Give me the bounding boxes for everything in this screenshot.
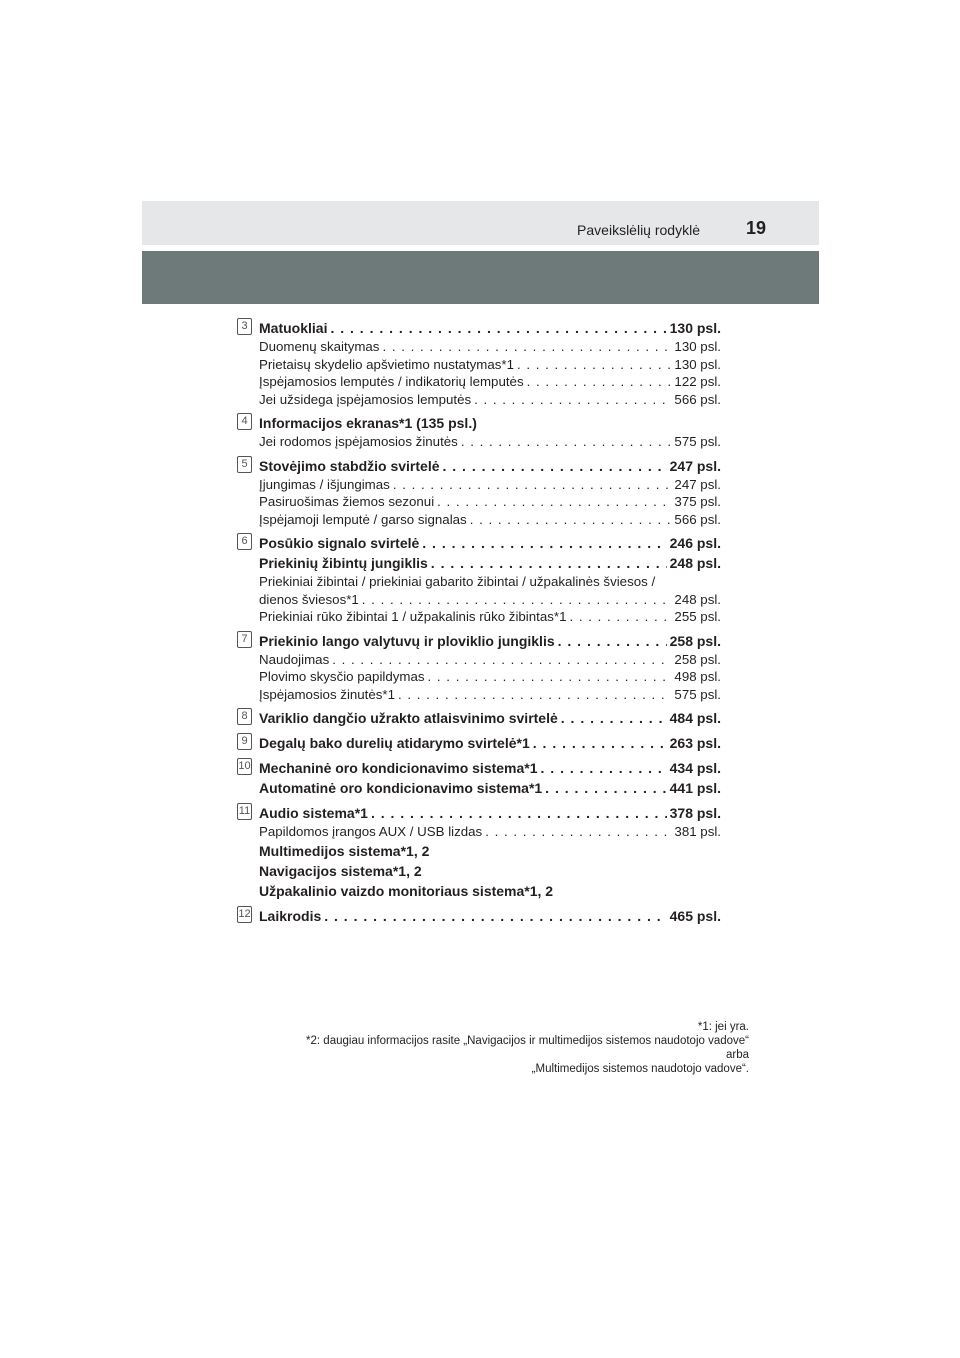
section-number-badge: 3 — [237, 318, 252, 335]
header-band-dark — [142, 251, 819, 304]
section-entries — [259, 456, 721, 529]
page-reference: 258 psl. — [669, 632, 721, 649]
page-reference: 575 psl. — [674, 686, 721, 702]
entry-label: Įspėjamoji lemputė / garso signalas — [259, 511, 467, 527]
section-entries — [259, 803, 721, 901]
index-entry-heading[interactable] — [259, 708, 721, 728]
entry-label: Užpakalinio vaizdo monitoriaus sistema*1, 2 — [259, 882, 554, 899]
index-section — [237, 318, 721, 408]
index-entry-heading[interactable] — [259, 803, 721, 823]
page-reference: 247 psl. — [674, 476, 721, 492]
page-reference: 575 psl. — [674, 434, 721, 449]
section-number-badge: 10 — [237, 758, 252, 775]
index-section — [237, 758, 721, 798]
dot-leader — [533, 733, 667, 753]
footnotes — [189, 1020, 749, 1076]
dot-leader — [398, 686, 671, 704]
page-reference: 484 psl. — [669, 710, 721, 726]
dot-leader — [330, 318, 666, 338]
entry-label: Jei užsidega įspėjamosios lemputės — [259, 391, 472, 407]
header-band-light — [142, 201, 819, 245]
page-reference: 441 psl. — [669, 780, 721, 796]
footnote-2-line-1: *2: daugiau informacijos rasite „Navigacijos ir multimedijos sistemos naudotojo vadove“ — [306, 1035, 749, 1047]
entry-label: Duomenų skaitymas — [259, 339, 380, 354]
index-section — [237, 631, 721, 704]
page-number: 19 — [746, 218, 767, 238]
index-entry[interactable] — [259, 668, 721, 686]
page-reference: 378 psl. — [669, 805, 721, 821]
index-section — [237, 803, 721, 901]
index-entry-heading[interactable] — [259, 778, 721, 798]
dot-leader — [474, 391, 671, 409]
entry-label: Multimedijos sistema*1, 2 — [259, 842, 430, 859]
index-entry[interactable] — [259, 823, 721, 841]
dot-leader — [437, 493, 671, 511]
index-entry[interactable] — [259, 591, 721, 609]
page-reference: 247 psl. — [669, 457, 721, 474]
dot-leader — [569, 608, 671, 626]
entry-label: Degalų bako durelių atidarymo svirtelė*1 — [259, 735, 530, 751]
index-entry-heading[interactable] — [259, 881, 721, 901]
page-reference: 566 psl. — [674, 511, 721, 527]
index-entry-heading[interactable] — [259, 413, 721, 433]
index-entry[interactable] — [259, 391, 721, 409]
entry-label: Jei rodomos įspėjamosios žinutės — [259, 434, 458, 449]
entry-label: Laikrodis — [259, 907, 322, 924]
entry-label: Variklio dangčio užrakto atlaisvinimo svirtelė — [259, 710, 558, 726]
entry-label: dienos šviesos*1 — [259, 591, 359, 607]
entry-label: Pasiruošimas žiemos sezonui — [259, 494, 435, 509]
index-entry[interactable] — [259, 651, 721, 669]
section-entries — [259, 733, 721, 753]
index-entry-heading[interactable] — [259, 533, 721, 553]
page-reference: 375 psl. — [674, 494, 721, 509]
section-number-badge: 11 — [237, 803, 252, 820]
dot-leader — [561, 708, 667, 728]
index-section — [237, 413, 721, 451]
dot-leader — [431, 553, 667, 573]
dot-leader — [428, 668, 672, 686]
entry-label: Navigacijos sistema*1, 2 — [259, 862, 422, 879]
page-reference: 498 psl. — [674, 669, 721, 684]
dot-leader — [382, 338, 671, 356]
section-entries — [259, 533, 721, 626]
section-number-badge: 8 — [237, 708, 252, 725]
page-reference: 465 psl. — [669, 907, 721, 924]
index-entry[interactable] — [259, 476, 721, 494]
page-reference: 566 psl. — [674, 391, 721, 407]
index-entry[interactable] — [259, 608, 721, 626]
dot-leader — [545, 778, 666, 798]
section-number-badge: 4 — [237, 413, 252, 430]
index-entry[interactable] — [259, 511, 721, 529]
index-section — [237, 456, 721, 529]
index-entry[interactable] — [259, 433, 721, 451]
index-entry-heading[interactable] — [259, 631, 721, 651]
index-entry[interactable] — [259, 686, 721, 704]
section-entries — [259, 906, 721, 926]
section-entries — [259, 318, 721, 408]
dot-leader — [332, 651, 671, 669]
footnote-1: *1: jei yra. — [697, 1021, 749, 1033]
entry-label: Įjungimas / išjungimas — [259, 476, 390, 492]
index-section — [237, 708, 721, 728]
page-reference: 263 psl. — [669, 735, 721, 751]
entry-label: Stovėjimo stabdžio svirtelė — [259, 457, 440, 474]
index-section — [237, 533, 721, 626]
index-entry[interactable] — [259, 573, 721, 591]
entry-label: Įspėjamosios žinutės*1 — [259, 686, 395, 702]
page-reference: 130 psl. — [669, 320, 721, 336]
dot-leader — [324, 906, 666, 926]
section-entries — [259, 631, 721, 704]
entry-label: Mechaninė oro kondicionavimo sistema*1 — [259, 760, 538, 776]
dot-leader — [443, 456, 667, 476]
entry-label: Matuokliai — [259, 320, 328, 336]
entry-label: Papildomos įrangos AUX / USB lizdas — [259, 824, 483, 839]
entry-label: Posūkio signalo svirtelė — [259, 535, 420, 551]
dot-leader — [541, 758, 667, 778]
section-number-badge: 9 — [237, 733, 252, 750]
index-entry[interactable] — [259, 493, 721, 511]
dot-leader — [517, 356, 671, 374]
page-reference: 258 psl. — [674, 651, 721, 667]
section-number-badge: 5 — [237, 456, 252, 473]
page-reference: 255 psl. — [674, 609, 721, 624]
entry-label: Priekinių žibintų jungiklis — [259, 555, 428, 571]
entry-label: Informacijos ekranas*1 (135 psl.) — [259, 415, 477, 431]
section-number-badge: 7 — [237, 631, 252, 648]
dot-leader — [558, 631, 667, 651]
page-reference: 434 psl. — [669, 760, 721, 776]
entry-label: Audio sistema*1 — [259, 805, 368, 821]
page-reference: 381 psl. — [674, 824, 721, 839]
dot-leader — [485, 823, 671, 841]
section-number-badge: 12 — [237, 906, 252, 923]
index-entry-heading[interactable] — [259, 906, 721, 926]
index-entry[interactable] — [259, 356, 721, 374]
index-section — [237, 906, 721, 926]
footnote-2-line-2: arba — [725, 1049, 749, 1061]
dot-leader — [527, 373, 672, 391]
entry-label: Prietaisų skydelio apšvietimo nustatymas*1 — [259, 356, 514, 372]
index-entry-heading[interactable] — [259, 553, 721, 573]
page-reference: 130 psl. — [674, 356, 721, 372]
page-reference: 246 psl. — [669, 535, 721, 551]
entry-label: Įspėjamosios lemputės / indikatorių lemputės — [259, 374, 524, 389]
index-entry[interactable] — [259, 373, 721, 391]
dot-leader — [371, 803, 667, 823]
page-reference: 248 psl. — [669, 555, 721, 571]
dot-leader — [470, 511, 672, 529]
index-entry-heading[interactable] — [259, 861, 721, 881]
section-number-badge: 6 — [237, 533, 252, 550]
page-reference: 248 psl. — [674, 591, 721, 607]
section-entries — [259, 708, 721, 728]
index-entry-heading[interactable] — [259, 456, 721, 476]
dot-leader — [461, 433, 672, 451]
index-entry[interactable] — [259, 338, 721, 356]
index-entry-heading[interactable] — [259, 318, 721, 338]
index-entry-heading[interactable] — [259, 758, 721, 778]
index-section — [237, 733, 721, 753]
entry-label: Priekiniai rūko žibintai 1 / užpakalinis rūko žibintas*1 — [259, 609, 567, 624]
index-entry-heading[interactable] — [259, 733, 721, 753]
dot-leader — [362, 591, 672, 609]
section-title: Paveikslėlių rodyklė — [577, 222, 700, 238]
entry-label: Naudojimas — [259, 651, 330, 667]
page-reference: 122 psl. — [674, 374, 721, 389]
dot-leader — [422, 533, 666, 553]
entry-label: Automatinė oro kondicionavimo sistema*1 — [259, 780, 543, 796]
index-sections — [237, 318, 721, 931]
entry-label: Plovimo skysčio papildymas — [259, 669, 425, 684]
entry-label: Priekiniai žibintai / priekiniai gabarito žibintai / užpakalinės šviesos / — [259, 574, 656, 589]
page-reference: 130 psl. — [674, 339, 721, 354]
section-entries — [259, 413, 721, 451]
dot-leader — [393, 476, 672, 494]
entry-label: Priekinio lango valytuvų ir ploviklio jungiklis — [259, 632, 555, 649]
section-entries — [259, 758, 721, 798]
index-entry-heading[interactable] — [259, 841, 721, 861]
footnote-2-line-3: „Multimedijos sistemos naudotojo vadove“. — [531, 1063, 749, 1075]
